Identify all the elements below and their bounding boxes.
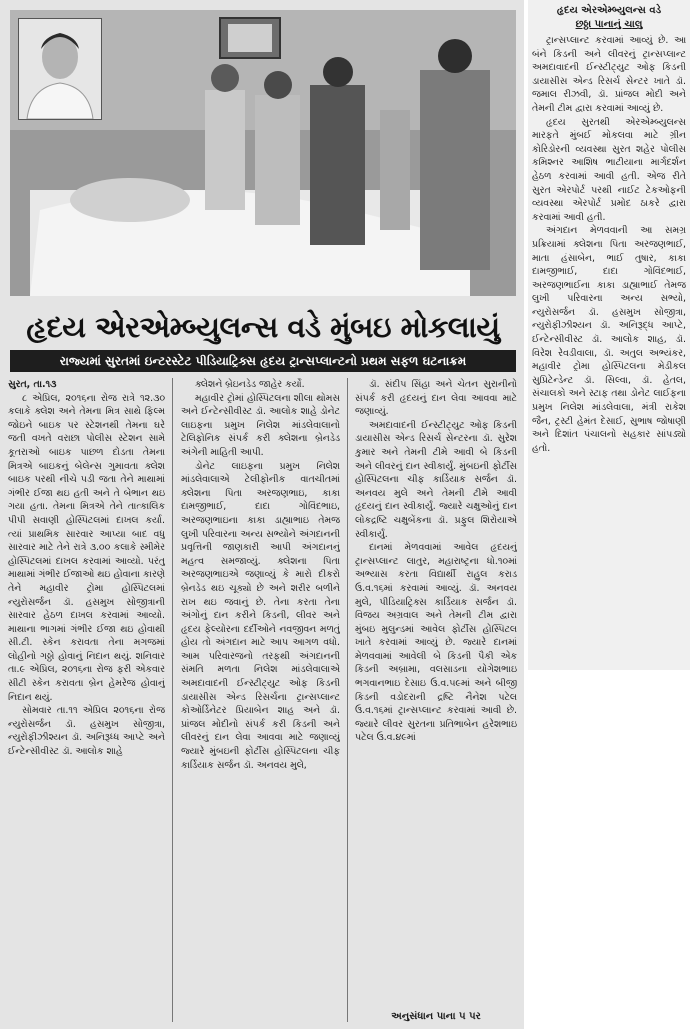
- column-divider: [347, 378, 348, 1022]
- dateline: સુરત, તા.૧૩: [8, 379, 57, 390]
- paragraph: અમદાવાદની ઈન્સ્ટીટ્યુટ ઓફ કિડની ડાયાસીસ એન્ડ રિસર્ચ સેન્ટરના ડૉ. સુરેશ કુમાર અને તેમની ટીમે આવી બે કિડની અને લીવરનું દાન સ્વીકાર્યું. મુંબઇની ફોર્ટીસ હોસ્પિટલના ચીફ કાર્ડિયાક સર્જન ડૉ. અનવય મુલે અને તેમની ટીમે આવી હૃદયનું દાન સ્વીકાર્યું. જ્યારે ચક્ષુઓનું દાન લોકદ્રષ્ટિ ચક્ષુબેંકના ડૉ. પ્રફુલ શિરોયાએ સ્વીકાર્યું.: [355, 419, 517, 540]
- paragraph: ડૉ. સંદીપ સિંહા અને ચેતન સુરાનીનો સંપર્ક કરી હૃદયનું દાન લેવા આવવા માટે જણાવ્યું.: [355, 379, 517, 418]
- paragraph: ૮ એપ્રિલ, ૨૦૧૬ના રોજ રાત્રે ૧૨.૩૦ કલાકે ક્લેશ અને તેમના મિત્ર સાથે ફિલ્મ જોઇને બાઇક પર સ્ટેશનથી તેમના ઘરે જતી વખતે વરાછા પોલીસ સ્ટેશન સામે કૂતરાઓ બાઇક પાછળ દોડતા તેમના મિત્રએ બાઇકનું બેલેન્સ ગુમાવતા ક્લેશ બાઇક પરથી નીચે પડી જતા તેને માથામાં ગંભીર ઈજા થઇ હતી અને તે બેભાન થઇ ગયા હતા. તેમના મિત્રએ તેને તાત્કાલિક પીપી સવાણી હોસ્પિટલમાં દાખલ કર્યા. ત્યાં પ્રાથમિક સારવાર આપ્યા બાદ વધુ સારવાર માટે તેને રાત્રે ૩.૦૦ કલાકે સ્મીમેર હોસ્પિટલમાં દાખલ કરવામાં આવ્યો. પરંતુ માથામાં ગંભીર ઈજાઓ થઇ હોવાના કારણે તેને મહાવીર ટ્રોમા હોસ્પિટલમાં ન્યુરોસર્જન ડૉ. હસમુખ સોજીત્રાની સારવાર હેઠળ દાખલ કરવામાં આવ્યો. માથાના ભાગમાં ગંભીર ઈજા થઇ હોવાથી સી.ટી. સ્કેન કરાવતા તેના મગજમાં લોહીનો ગઠ્ઠો હોવાનું નિદાન થયું. શનિવાર તા.૯ એપ્રિલ, ૨૦૧૬ના રોજ ફરી એકવાર સીટી સ્કેન કરાવતા બ્રેન હેમરેજ હોવાનું નિદાન થયું.: [8, 392, 165, 703]
- column-divider: [172, 378, 173, 1022]
- jump-clipping: [528, 0, 690, 670]
- paragraph: અંગદાન મેળવવાની આ સમગ્ર પ્રક્રિયામાં ક્લેશના પિતા અરજણભાઈ, માતા હંસાબેન, ભાઈ તુષાર, કાકા દામજીભાઈ, દાદા ગોવિંદભાઈ, અરજણભાઈના કાકા ડાહ્યાભાઈ તેમજ લુખી પરિવારના અન્ય સભ્યો, ન્યુરોસર્જન ડૉ. હસમુખ સોજીત્રા, ન્યુરોફીઝીશ્યન ડૉ. અનિરૂદ્ધ આપ્ટે, ઈન્ટેન્સીવીસ્ટ ડૉ. આલોક શાહ, ડૉ. વિરેશ રેવડીવાલા, ડૉ. અતુલ અભ્યંકર, મહાવીર ટ્રોમા હોસ્પિટલના મેડીકલ સુપ્રિટેન્ડેન્ટ ડૉ. સિલ્વા, ડૉ. હેતલ, સંચાલકો અને સ્ટાફ તથા ડોનેટ લાઈફના પ્રમુખ નિલેશ માંડલેવાલા, મંત્રી રાકેશ જૈન, ટ્રસ્ટી હેમંત દેસાઈ, સુભાષ જોષાણી અને દિશાંત પંચાલનો સહકાર સાંપડ્યો હતો.: [532, 225, 686, 454]
- jump-body: [528, 34, 690, 455]
- paragraph: ટ્રાન્સપ્લાન્ટ કરવામાં આવ્યું છે. આ બંને કિડની અને લીવરનું ટ્રાન્સપ્લાન્ટ અમદાવાદની ઈન્સ્ટીટ્યુટ ઓફ કિડની ડાયાસીસ એન્ડ રિસર્ચ સેન્ટર ખાતે ડૉ. જમાલ રીઝવી, ડૉ. પ્રાંજલ મોદી અને તેમની ટીમ દ્વારા કરવામાં આવ્યું છે.: [532, 35, 686, 114]
- inset-portrait: [18, 18, 102, 120]
- article-column-1: [8, 378, 165, 1023]
- portrait-icon: [19, 19, 101, 119]
- hospital-photo: [10, 10, 516, 296]
- subheadline: રાજ્યમાં સુરતમાં ઇન્ટરસ્ટેટ પીડિયાટ્રિક્સ હૃદય ટ્રાન્સપ્લાન્ટનો પ્રથમ સફળ ઘટનાક્રમ: [10, 350, 516, 372]
- jump-subheading: છઠ્ઠા પાનાનું ચાલુ: [575, 19, 643, 30]
- paragraph: મહાવીર ટ્રોમાં હોસ્પિટલના શીલા થોમસ અને ઈન્ટેન્સીવીસ્ટ ડૉ. આલોક શાહે ડોનેટ લાઇફના પ્રમુખ નિલેશ માંડલેવાલાનો ટેલિફોનિક સંપર્ક કરી ક્લેશના બ્રેનડેડ અંગેની માહિતી આપી.: [181, 392, 340, 458]
- paragraph: ક્લેશને બ્રેઇનડેડ જાહેર કર્યો.: [195, 379, 305, 390]
- headline: હૃદય એરએમ્બ્યુલન્સ વડે મુંબઇ મોકલાયું: [26, 310, 500, 344]
- article-column-3: [355, 378, 517, 1023]
- paragraph: સોમવાર તા.૧૧ એપ્રિલ ૨૦૧૬ના રોજ ન્યુરોસર્જન ડૉ. હસમુખ સોજીત્રા, ન્યુરોફીઝીશ્યન ડૉ. અનિરૂધ્ધ આપ્ટે અને ઈન્ટેન્સીવીસ્ટ ડૉ. આલોક શાહે: [8, 705, 165, 758]
- paragraph: ડોનેટ લાઇફના પ્રમુખ નિલેશ માંડલેવાલાએ ટેલીફોનીક વાતચીતમાં ક્લેશના પિતા અરજણભાઇ, કાકા દામજીભાઈ, દાદા ગોવિંદભાઇ, અરજણભાઇના કાકા ડાહ્યાભાઇ તેમજ લુખી પરિવારના અન્ય સભ્યોને અંગદાનની પ્રવૃત્તિની જાણકારી આપી અંગદાનનું મહત્વ સમજાવ્યું. ક્લેશના પિતા અરજણભાઇએ જણાવ્યું કે મારો દીકરો બ્રેનડેડ થઇ ચૂક્યો છે અને શરીર બળીને રાખ થઇ જવાનું છે. તેના કરતા તેના અંગોનું દાન કરીને કિડની, લીવર અને હૃદય ફેલ્યોરના દર્દીઓને નવજીવન મળતું હોય તો અંગદાન માટે આપ આગળ વધો. આમ પરિવારજનો તરફથી અંગદાનની સંમતિ મળતા નિલેશ માંડલેવાલાએ અમદાવાદની ઈન્સ્ટીટ્યુટ ઓફ કિડની ડાયાસીસ એન્ડ રિસર્ચના ટ્રાન્સપ્લાન્ટ કોઓર્ડિનેટર પ્રિયાબેન શાહ અને ડૉ. પ્રાંજલ મોદીનો સંપર્ક કરી કિડની અને લીવરનું દાન લેવા આવવા માટે જણાવ્યું જ્યારે મુંબઇની ફોર્ટીસ હોસ્પિટલના ચીફ કાર્ડિયાક સર્જન ડૉ. અનવય મુલે,: [181, 460, 340, 771]
- article-column-2: [181, 378, 340, 1023]
- jump-heading: હૃદય એરએમ્બ્યુલન્સ વડે: [556, 5, 662, 16]
- continued-note: અનુસંધાન પાના ૫ પર: [355, 1009, 517, 1025]
- paragraph: હૃદય સુરતથી એરએમ્બ્યુલન્સ મારફતે મુંબઈ મોકલવા માટે ગ્રીન કોરિડોરની વ્યવસ્થા સુરત શહેર પોલીસ કમિશ્નર આશિષ ભાટીયાના માર્ગદર્શન હેઠળ કરવામાં આવી હતી. એજ રીતે સુરત એરપોર્ટ પરથી નાઈટ ટેકઓફની વ્યવસ્થા એરપોર્ટ પ્રમોદ ઠાકરે દ્વારા કરવામાં આવી હતી.: [532, 116, 686, 223]
- paragraph: દાનમાં મેળવવામાં આવેલ હૃદયનું ટ્રાન્સપ્લાન્ટ લાતુર, મહારાષ્ટ્રના ધો.૧૦માં અભ્યાસ કરતા વિદ્યાર્થી રાહુલ કરાડ ઉ.વ.૧૬માં કરવામાં આવ્યું. ડૉ. અનવય મુલે, પીડિયાટ્રિક્સ કાર્ડિયાક સર્જન ડૉ. વિજય અગ્રવાલ અને તેમની ટીમ દ્વારા મુંબઇ મુલુન્ડમાં આવેલ ફોર્ટીસ હોસ્પિટલ ખાતે કરવામાં આવ્યું છે. જ્યારે દાનમાં મેળવવામાં આવેલી બે કિડની પૈકી એક કિડની અબ્રામા, વલસાડના યોગેશભાઇ ભગવાનભાઇ દેસાઇ ઉ.વ.૫૯માં અને બીજી કિડની વડોદરાની દ્રષ્ટિ નૈનેશ પટેલ ઉ.વ.૧૬માં ટ્રાન્સપ્લાન્ટ કરવામાં આવી છે. જ્યારે લીવર સુરતના પ્રતિભાબેન હરેશભાઇ પટેલ ઉ.વ.૪૯માં: [355, 542, 517, 744]
